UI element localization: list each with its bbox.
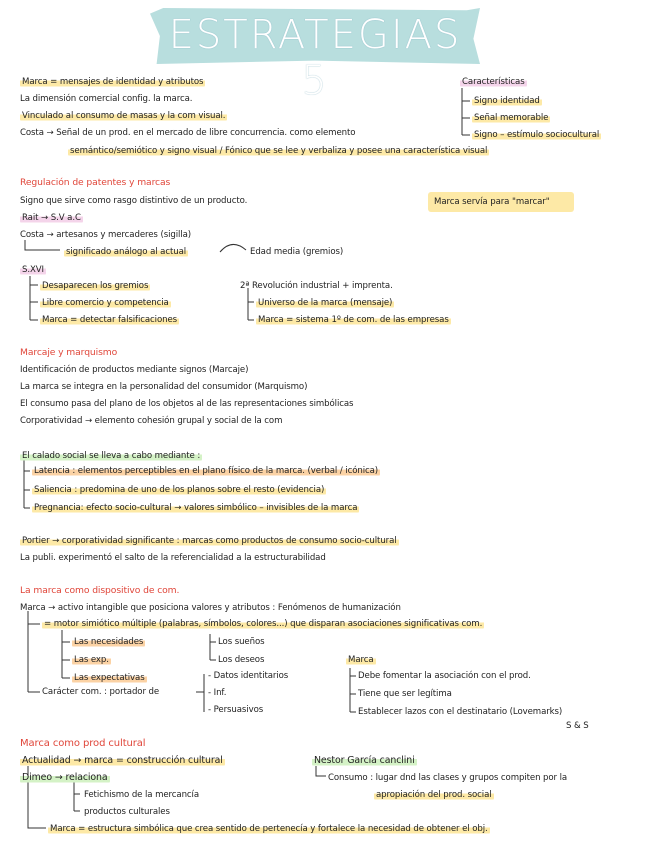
regulacion-line: Signo que sirve como rasgo distintivo de un producto. — [20, 196, 248, 206]
marca-subtitle: Marca — [348, 655, 374, 665]
want-item: Los deseos — [218, 655, 265, 665]
want-item: Los sueños — [218, 637, 265, 647]
need-item: Las expectativas — [74, 673, 145, 683]
portador-item: - Inf. — [208, 688, 227, 698]
revolucion-line: 2ª Revolución industrial + imprenta. — [240, 281, 393, 291]
signature: S & S — [566, 721, 589, 731]
dimension-line: La dimensión comercial config. la marca. — [20, 94, 193, 104]
corporatividad-line: Corporatividad → elemento cohesión grupal y social de la com — [20, 416, 283, 426]
calado-item: Saliencia : predomina de uno de los planos sobre el resto (evidencia) — [34, 485, 325, 495]
consumo-line-1: Consumo : lugar dnd las clases y grupos compiten por la — [328, 773, 568, 783]
marquismo-line: La marca se integra en la personalidad del consumidor (Marquismo) — [20, 382, 308, 392]
section-title-prod-cultural: Marca como prod cultural — [20, 738, 146, 749]
estructura-line: Marca = estructura simbólica que crea sentido de pertenecía y fortalece la necesidad de obtener el obj. — [50, 824, 488, 834]
portador-item: - Datos identitarios — [208, 671, 289, 681]
significado-line: significado análogo al actual — [66, 247, 187, 257]
sxvi-item: Desaparecen los gremios — [42, 281, 149, 291]
sxvi-item: Libre comercio y competencia — [42, 298, 169, 308]
need-item: Las necesidades — [74, 637, 144, 647]
rait-line: Rait → S.V a.C — [22, 213, 81, 223]
calado-item: Pregnancia: efecto socio-cultural → valores simbólico – invisibles de la marca — [34, 503, 358, 513]
costa-artesanos: Costa → artesanos y mercaderes (sigilla) — [20, 230, 191, 240]
marca-item: Debe fomentar la asociación con el prod. — [358, 671, 531, 681]
dimeo-line: Dimeo → relaciona — [22, 772, 108, 783]
section-title-marcaje: Marcaje y marquismo — [20, 347, 118, 358]
calado-item: Latencia : elementos perceptibles en el plano físico de la marca. (verbal / icónica) — [34, 466, 379, 476]
need-item: Las exp. — [74, 655, 109, 665]
page-title: ESTRATEGIAS 5 — [168, 12, 462, 104]
vinculado-line: Vinculado al consumo de masas y la com visual. — [22, 111, 226, 121]
costa-line-1: Costa → Señal de un prod. en el mercado de libre concurrencia. como elemento — [20, 128, 356, 138]
caracteristica-item: Signo identidad — [474, 96, 540, 106]
revolucion-item: Universo de la marca (mensaje) — [258, 298, 393, 308]
consumo-line: El consumo pasa del plano de los objetos al de las representaciones simbólicas — [20, 399, 354, 409]
caracteristicas-title: Características — [462, 77, 525, 87]
note-box-text: Marca servía para "marcar" — [434, 197, 550, 207]
marca-item: Establecer lazos con el destinatario (Lovemarks) — [358, 707, 563, 717]
publi-line: La publi. experimentó el salto de la referencialidad a la estructurabilidad — [20, 553, 326, 563]
activo-line: Marca → activo intangible que posiciona valores y atributos : Fenómenos de humanización — [20, 603, 401, 613]
actualidad-line: Actualidad → marca = construcción cultural — [22, 755, 223, 766]
portador-item: - Persuasivos — [208, 705, 264, 715]
sxvi-item: Marca = detectar falsificaciones — [42, 315, 178, 325]
marca-definition: Marca = mensajes de identidad y atributos — [22, 77, 204, 87]
calado-title: El calado social se lleva a cabo mediante : — [22, 451, 201, 461]
sxvi-label: S.XVI — [22, 265, 44, 275]
motor-line: = motor simiótico múltiple (palabras, símbolos, colores...) que disparan asociaciones significativas com. — [44, 619, 483, 629]
relaciona-item: Fetichismo de la mercancía — [84, 790, 199, 800]
nestor-line: Nestor García canclini — [314, 755, 415, 766]
edad-media: Edad media (gremios) — [250, 247, 344, 257]
relaciona-item: productos culturales — [84, 807, 170, 817]
marca-item: Tiene que ser legítima — [358, 689, 452, 699]
costa-line-2: semántico/semiótico y signo visual / Fónico que se lee y verbaliza y posee una característica visual — [70, 146, 488, 156]
section-title-regulacion: Regulación de patentes y marcas — [20, 177, 171, 188]
caracter-line: Carácter com. : portador de — [42, 687, 160, 697]
revolucion-item: Marca = sistema 1º de com. de las empresas — [258, 315, 449, 325]
consumo-line-2: apropiación del prod. social — [376, 790, 492, 800]
caracteristica-item: Señal memorable — [474, 113, 549, 123]
portier-line: Portier → corporatividad significante : marcas como productos de consumo socio-cultural — [22, 536, 397, 546]
marcaje-line: Identificación de productos mediante signos (Marcaje) — [20, 365, 249, 375]
section-title-dispositivo: La marca como dispositivo de com. — [20, 585, 180, 596]
caracteristica-item: Signo – estímulo sociocultural — [474, 130, 600, 140]
